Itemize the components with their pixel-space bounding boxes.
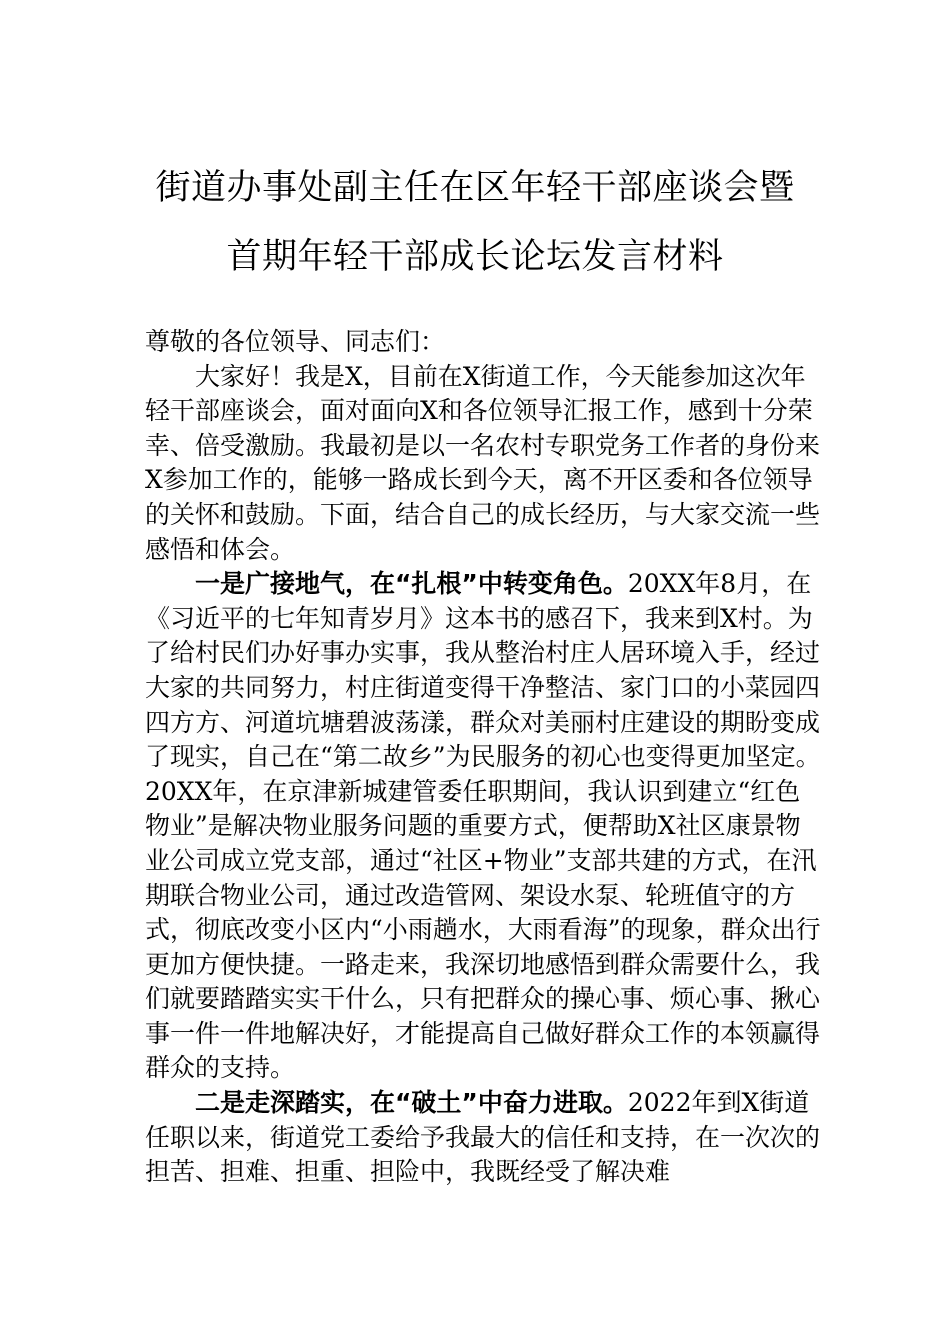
section-1-text: 20XX年8月，在《习近平的七年知青岁月》这本书的感召下，我来到X村。为了给村民们办好事办实事，我从整治村庄人居环境入手，经过大家的共同努力，村庄街道变得干净整洁、家门口的小菜园四四方方、河道坑塘碧波荡漾，群众对美丽村庄建设的期盼变成了现实，自己在“第二故乡”为民服务的初心也变得更加坚定。20XX年，在京津新城建管委任职期间，我认识到建立“红色物业”是解决物业服务问题的重要方式，便帮助X社区康景物业公司成立党支部，通过“社区+物业”支部共建的方式，在汛期联合物业公司，通过改造管网、架设水泵、轮班值守的方式，彻底改变小区内“小雨趟水，大雨看海”的现象，群众出行更加方便快捷。一路走来，我深切地感悟到群众需要什么，我们就要踏踏实实干什么，只有把群众的操心事、烦心事、揪心事一件一件地解决好，才能提高自己做好群众工作的本领赢得群众的支持。 bbox=[145, 569, 821, 1083]
section-2-text: 2022年到X街道任职以来，街道党工委给予我最大的信任和支持，在一次次的担苦、担难、担重、担险中，我既经受了解决难 bbox=[145, 1088, 821, 1187]
paragraph-intro bbox=[145, 360, 825, 568]
section-1-heading: 一是广接地气，在“扎根”中转变角色。 bbox=[195, 569, 628, 599]
document-body bbox=[145, 325, 825, 1190]
paragraph-section-1 bbox=[145, 567, 825, 1086]
document-title-line-2: 首期年轻干部成长论坛发言材料 bbox=[226, 237, 724, 277]
paragraph-intro-text: 大家好！我是X，目前在X街道工作，今天能参加这次年轻干部座谈会，面对面向X和各位领导汇报工作，感到十分荣幸、倍受激励。我最初是以一名农村专职党务工作者的身份来X参加工作的，能够一路成长到今天，离不开区委和各位领导的关怀和鼓励。下面，结合自己的成长经历，与大家交流一些感悟和体会。 bbox=[145, 361, 821, 564]
document-title-line-1: 街道办事处副主任在区年轻干部座谈会暨 bbox=[155, 168, 795, 208]
section-2-heading: 二是走深踏实，在“破土”中奋力进取。 bbox=[195, 1088, 628, 1118]
paragraph-section-2 bbox=[145, 1086, 825, 1190]
salutation: 尊敬的各位领导、同志们： bbox=[145, 327, 446, 356]
